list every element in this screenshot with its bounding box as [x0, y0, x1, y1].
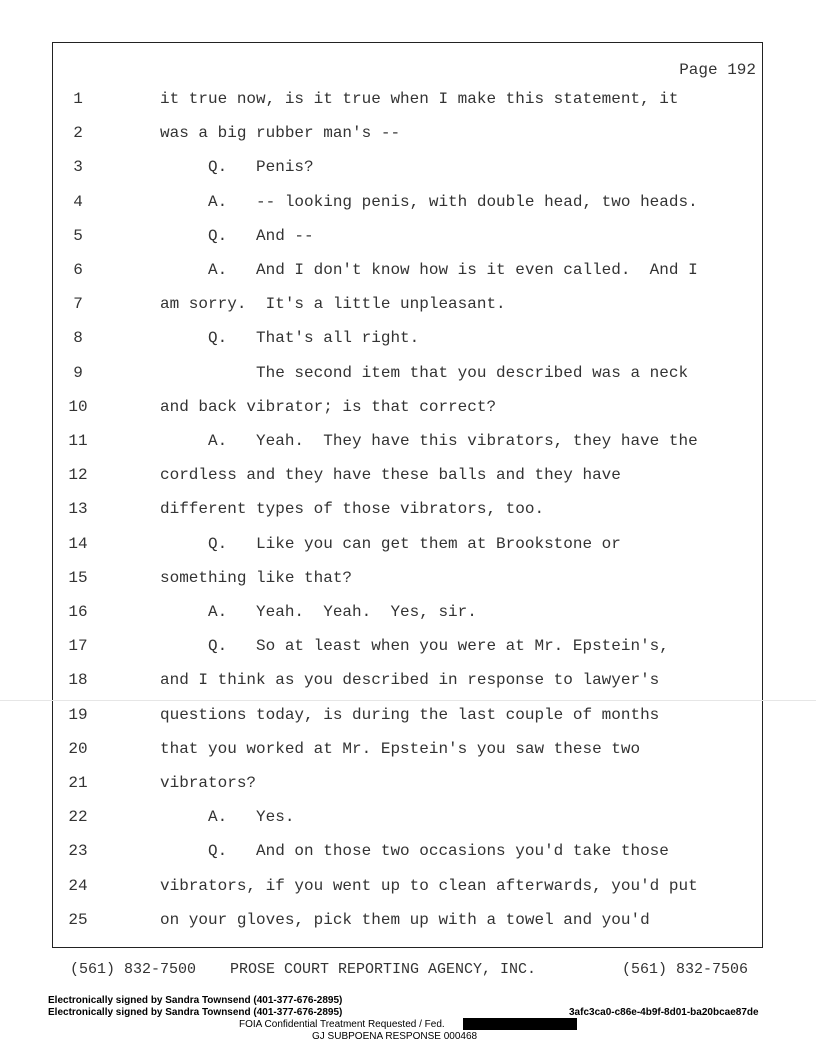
footer-phone-left: (561) 832-7500	[70, 961, 197, 978]
transcript-line	[0, 706, 816, 730]
scan-artifact-line	[0, 700, 816, 701]
line-text: that you worked at Mr. Epstein's you saw these two	[160, 739, 641, 758]
line-text: am sorry. It's a little unpleasant.	[160, 295, 506, 314]
line-number: 14	[68, 534, 88, 553]
redaction-box	[463, 1018, 577, 1030]
line-text: something like that?	[160, 568, 353, 587]
line-number: 8	[73, 329, 83, 348]
line-text: Q. So at least when you were at Mr. Epstein's,	[160, 637, 669, 656]
transcript-line	[0, 227, 816, 251]
line-number: 17	[68, 637, 88, 656]
line-number: 16	[68, 603, 88, 621]
line-text: on your gloves, pick them up with a towel and you'd	[160, 910, 650, 929]
line-number: 5	[73, 226, 83, 245]
line-text: Q. That's all right.	[160, 329, 420, 348]
line-number: 21	[68, 774, 88, 792]
line-number: 20	[68, 739, 88, 758]
line-number: 9	[73, 363, 83, 382]
transcript-line	[0, 842, 816, 866]
gj-subpoena-number: GJ SUBPOENA RESPONSE 000468	[312, 1031, 478, 1042]
transcript-line	[0, 911, 816, 935]
line-number: 4	[73, 192, 83, 211]
transcript-line	[0, 158, 816, 182]
page-number: Page 192	[679, 61, 756, 79]
line-number: 13	[68, 500, 88, 519]
line-text: different types of those vibrators, too.	[160, 500, 545, 519]
line-text: A. Yes.	[160, 808, 295, 827]
line-text: Q. And --	[160, 226, 314, 245]
transcript-line	[0, 295, 816, 319]
transcript-line	[0, 535, 816, 559]
transcript-line	[0, 740, 816, 764]
line-text: and I think as you described in response to lawyer's	[160, 671, 660, 690]
line-text: A. And I don't know how is it even called. And I	[160, 261, 698, 279]
line-text: Q. And on those two occasions you'd take those	[160, 842, 669, 861]
transcript-line	[0, 329, 816, 353]
line-number: 23	[68, 842, 88, 861]
line-number: 10	[68, 397, 88, 416]
line-number: 15	[68, 568, 88, 587]
transcript-line	[0, 90, 816, 114]
line-text: questions today, is during the last couple of months	[160, 705, 660, 724]
line-text: vibrators?	[160, 774, 257, 792]
line-text: cordless and they have these balls and they have	[160, 466, 621, 485]
line-number: 18	[68, 671, 88, 690]
line-text: The second item that you described was a neck	[160, 363, 689, 382]
line-text: vibrators, if you went up to clean afterwards, you'd put	[160, 876, 698, 895]
transcript-line	[0, 637, 816, 661]
line-text: it true now, is it true when I make this statement, it	[160, 90, 679, 108]
transcript-line	[0, 398, 816, 422]
line-number: 3	[73, 158, 83, 177]
transcript-line	[0, 671, 816, 695]
transcript-line	[0, 466, 816, 490]
line-number: 6	[73, 261, 83, 279]
line-text: was a big rubber man's --	[160, 124, 401, 143]
transcript-line	[0, 261, 816, 285]
line-text: Q. Like you can get them at Brookstone or	[160, 534, 621, 553]
line-number: 19	[68, 705, 88, 724]
foia-notice: FOIA Confidential Treatment Requested / Fed.	[239, 1019, 445, 1030]
transcript-line	[0, 124, 816, 148]
line-number: 7	[73, 295, 83, 314]
line-number: 1	[73, 90, 83, 108]
line-text: A. Yeah. Yeah. Yes, sir.	[160, 603, 477, 621]
transcript-line	[0, 877, 816, 901]
transcript-line	[0, 193, 816, 217]
line-text: and back vibrator; is that correct?	[160, 397, 497, 416]
transcript-line	[0, 432, 816, 456]
transcript-line	[0, 603, 816, 627]
line-number: 2	[73, 124, 83, 143]
transcript-line	[0, 808, 816, 832]
line-number: 24	[68, 876, 88, 895]
footer-agency-name: PROSE COURT REPORTING AGENCY, INC.	[230, 961, 537, 978]
line-text: A. Yeah. They have this vibrators, they have the	[160, 432, 698, 450]
signature-line-1: Electronically signed by Sandra Townsend (401-377-676-2895)	[48, 995, 343, 1006]
transcript-line	[0, 569, 816, 593]
document-hash: 3afc3ca0-c86e-4b9f-8d01-ba20bcae87de	[569, 1007, 759, 1018]
line-text: Q. Penis?	[160, 158, 314, 177]
transcript-line	[0, 364, 816, 388]
transcript-line	[0, 774, 816, 798]
line-number: 25	[68, 910, 88, 929]
signature-line-2: Electronically signed by Sandra Townsend (401-377-676-2895)	[48, 1007, 343, 1018]
line-number: 11	[68, 432, 88, 450]
line-number: 12	[68, 466, 88, 485]
line-number: 22	[68, 808, 88, 827]
transcript-line	[0, 500, 816, 524]
line-text: A. -- looking penis, with double head, two heads.	[160, 192, 698, 211]
footer-phone-right: (561) 832-7506	[622, 961, 749, 978]
